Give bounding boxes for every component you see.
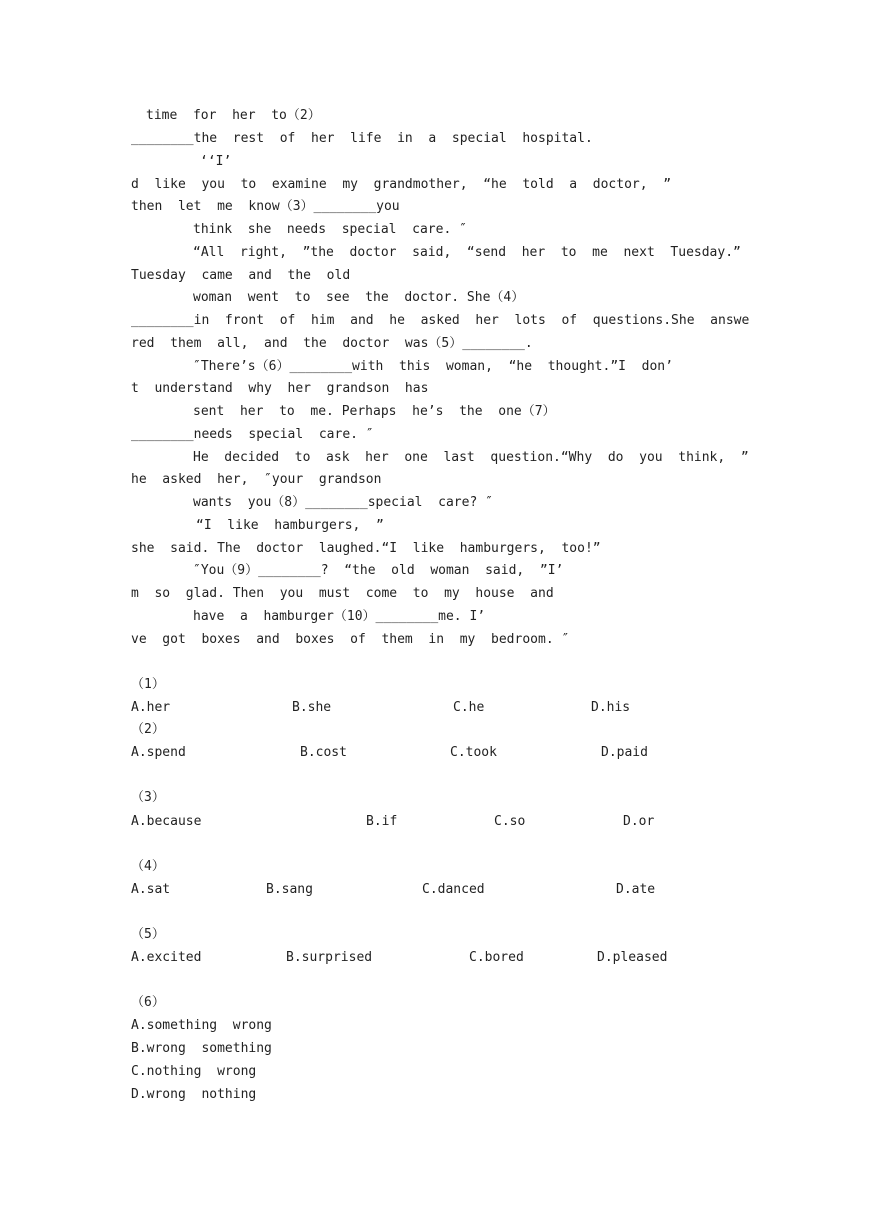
option-a: A.spend [131, 745, 186, 760]
passage-line: have a hamburger（10）________me. I’ [193, 609, 486, 624]
passage-line: ‘‘I’ [200, 154, 232, 169]
passage-line: “All right, ”the doctor said, “send her to me next Tuesday.” [193, 245, 741, 260]
question-number: （3） [131, 790, 165, 805]
question-number: （6） [131, 995, 165, 1010]
option-d: D.or [623, 814, 655, 829]
option-c: C.nothing wrong [131, 1064, 257, 1079]
passage-line: ″You（9）________? “the old woman said, ”I’ [193, 563, 564, 578]
option-d: D.pleased [597, 950, 668, 965]
option-d: D.his [591, 700, 631, 715]
passage-line: ________the rest of her life in a special hospital. [131, 131, 593, 146]
option-b: B.she [292, 700, 332, 715]
passage-line: t understand why her grandson has [131, 381, 429, 396]
option-c: C.danced [422, 882, 485, 897]
option-b: B.wrong something [131, 1041, 272, 1056]
question-number: （4） [131, 859, 165, 874]
question-number: （1） [131, 677, 165, 692]
option-d: D.paid [601, 745, 648, 760]
passage-line: red them all, and the doctor was（5）________. [131, 336, 533, 351]
passage-line: she said. The doctor laughed.“I like hamburgers, too!” [131, 541, 601, 556]
passage-line: wants you（8）________special care? ″ [193, 495, 493, 510]
option-c: C.bored [469, 950, 524, 965]
question-number: （2） [131, 722, 165, 737]
passage-line: d like you to examine my grandmother, “he told a doctor, ” [131, 177, 672, 192]
passage-line: “I like hamburgers, ” [196, 518, 384, 533]
option-a: A.because [131, 814, 202, 829]
passage-line: He decided to ask her one last question.“Why do you think, ” [193, 450, 749, 465]
option-c: C.he [453, 700, 485, 715]
passage-line: ve got boxes and boxes of them in my bedroom. ″ [131, 632, 570, 647]
option-a: A.something wrong [131, 1018, 272, 1033]
passage-line: he asked her, ″your grandson [131, 472, 382, 487]
option-d: D.ate [616, 882, 656, 897]
passage-line: ________in front of him and he asked her lots of questions.She answe [131, 313, 750, 328]
option-c: C.took [450, 745, 497, 760]
option-b: B.if [366, 814, 398, 829]
option-a: A.excited [131, 950, 202, 965]
option-b: B.surprised [286, 950, 373, 965]
option-a: A.sat [131, 882, 171, 897]
passage-line: m so glad. Then you must come to my house and [131, 586, 554, 601]
passage-line: ″There’s（6）________with this woman, “he thought.”I don’ [193, 359, 673, 374]
passage-line: woman went to see the doctor. She（4） [193, 290, 525, 305]
passage-line: Tuesday came and the old [131, 268, 351, 283]
passage-line: ________needs special care. ″ [131, 427, 374, 442]
option-c: C.so [494, 814, 526, 829]
passage-line: think she needs special care. ″ [193, 222, 467, 237]
passage-line: then let me know（3）________you [131, 199, 400, 214]
passage-line: sent her to me. Perhaps he’s the one（7） [193, 404, 556, 419]
option-b: B.cost [300, 745, 347, 760]
option-a: A.her [131, 700, 171, 715]
option-b: B.sang [266, 882, 313, 897]
passage-line: time for her to（2） [146, 108, 321, 123]
option-d: D.wrong nothing [131, 1087, 257, 1102]
question-number: （5） [131, 927, 165, 942]
